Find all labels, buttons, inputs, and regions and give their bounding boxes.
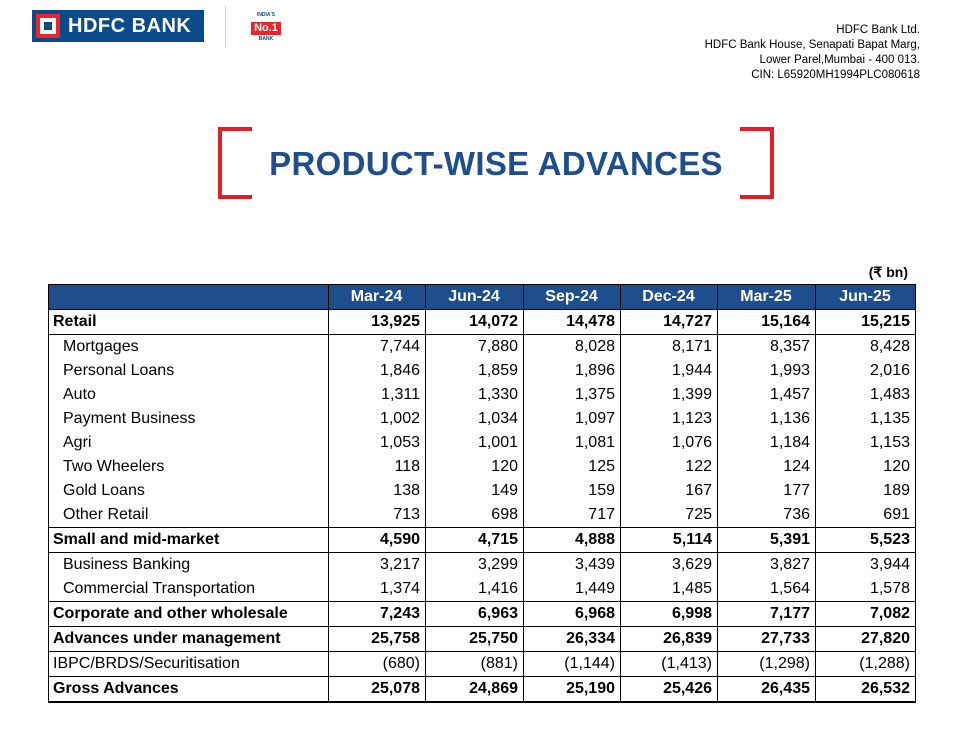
table-row: [49, 627, 916, 652]
value-cell: 25,426: [621, 677, 718, 703]
value-cell: 15,215: [816, 310, 916, 335]
row-label: Agri: [49, 431, 329, 455]
value-cell: 149: [426, 479, 524, 503]
value-cell: 5,391: [718, 528, 816, 553]
value-cell: 1,375: [524, 383, 621, 407]
value-cell: 7,880: [426, 335, 524, 360]
value-cell: 1,846: [329, 359, 426, 383]
value-cell: 1,135: [816, 407, 916, 431]
table-header-row: [49, 285, 916, 310]
row-label: Mortgages: [49, 335, 329, 360]
logo-text: HDFC BANK: [68, 14, 192, 37]
value-cell: 118: [329, 455, 426, 479]
row-label: Corporate and other wholesale: [49, 602, 329, 627]
value-cell: 1,449: [524, 577, 621, 602]
value-cell: 725: [621, 503, 718, 528]
value-cell: 124: [718, 455, 816, 479]
column-header: Dec-24: [621, 285, 718, 310]
table-row: [49, 310, 916, 335]
hdfc-logo-mark-icon: [36, 14, 60, 38]
row-label: Gold Loans: [49, 479, 329, 503]
value-cell: 7,243: [329, 602, 426, 627]
column-header: Sep-24: [524, 285, 621, 310]
value-cell: 7,177: [718, 602, 816, 627]
row-label: Other Retail: [49, 503, 329, 528]
value-cell: 120: [816, 455, 916, 479]
value-cell: 1,184: [718, 431, 816, 455]
value-cell: 26,839: [621, 627, 718, 652]
table-row: [49, 577, 916, 602]
column-header: Mar-24: [329, 285, 426, 310]
value-cell: 189: [816, 479, 916, 503]
value-cell: 25,758: [329, 627, 426, 652]
value-cell: 1,153: [816, 431, 916, 455]
value-cell: 3,629: [621, 553, 718, 578]
value-cell: 1,993: [718, 359, 816, 383]
table-row: [49, 407, 916, 431]
address-line: HDFC Bank House, Senapati Bapat Marg,: [704, 39, 920, 51]
value-cell: 1,123: [621, 407, 718, 431]
value-cell: 8,028: [524, 335, 621, 360]
value-cell: 5,114: [621, 528, 718, 553]
row-label: Auto: [49, 383, 329, 407]
column-header: Jun-25: [816, 285, 916, 310]
table-row: [49, 479, 916, 503]
value-cell: 26,532: [816, 677, 916, 703]
value-cell: 1,081: [524, 431, 621, 455]
table-row: [49, 528, 916, 553]
value-cell: 1,483: [816, 383, 916, 407]
row-label: Two Wheelers: [49, 455, 329, 479]
row-label: Commercial Transportation: [49, 577, 329, 602]
value-cell: 15,164: [718, 310, 816, 335]
value-cell: (1,144): [524, 652, 621, 677]
row-label: Payment Business: [49, 407, 329, 431]
badge-bottom-text: BANK: [258, 36, 274, 42]
value-cell: 8,428: [816, 335, 916, 360]
value-cell: 125: [524, 455, 621, 479]
header-corner-cell: [49, 285, 329, 310]
value-cell: 1,578: [816, 577, 916, 602]
table-row: [49, 431, 916, 455]
table-row: [49, 383, 916, 407]
value-cell: 7,744: [329, 335, 426, 360]
value-cell: 691: [816, 503, 916, 528]
value-cell: 26,334: [524, 627, 621, 652]
value-cell: 6,963: [426, 602, 524, 627]
value-cell: 698: [426, 503, 524, 528]
row-label: IBPC/BRDS/Securitisation: [49, 652, 329, 677]
value-cell: 1,399: [621, 383, 718, 407]
value-cell: 26,435: [718, 677, 816, 703]
value-cell: 1,097: [524, 407, 621, 431]
value-cell: 1,374: [329, 577, 426, 602]
value-cell: 1,564: [718, 577, 816, 602]
value-cell: 1,034: [426, 407, 524, 431]
value-cell: 3,944: [816, 553, 916, 578]
value-cell: 5,523: [816, 528, 916, 553]
value-cell: 8,171: [621, 335, 718, 360]
value-cell: 27,820: [816, 627, 916, 652]
value-cell: 736: [718, 503, 816, 528]
address-line: Lower Parel,Mumbai - 400 013.: [759, 54, 920, 66]
address-line: HDFC Bank Ltd.: [836, 24, 920, 36]
value-cell: 14,727: [621, 310, 718, 335]
value-cell: 1,002: [329, 407, 426, 431]
right-bracket-decoration: [740, 127, 774, 199]
value-cell: 8,357: [718, 335, 816, 360]
value-cell: (680): [329, 652, 426, 677]
value-cell: 14,072: [426, 310, 524, 335]
table-row: [49, 602, 916, 627]
value-cell: 24,869: [426, 677, 524, 703]
table-row: [49, 677, 916, 703]
value-cell: 25,190: [524, 677, 621, 703]
company-address: [705, 23, 920, 83]
value-cell: 1,001: [426, 431, 524, 455]
table-row: [49, 335, 916, 360]
value-cell: 4,715: [426, 528, 524, 553]
value-cell: 6,968: [524, 602, 621, 627]
value-cell: 713: [329, 503, 426, 528]
column-header: Mar-25: [718, 285, 816, 310]
value-cell: 1,485: [621, 577, 718, 602]
value-cell: 3,827: [718, 553, 816, 578]
value-cell: 1,859: [426, 359, 524, 383]
value-cell: (1,413): [621, 652, 718, 677]
value-cell: 1,076: [621, 431, 718, 455]
table-row: [49, 553, 916, 578]
units-label: (₹ bn): [868, 264, 908, 280]
page-title: PRODUCT-WISE ADVANCES: [269, 145, 723, 182]
value-cell: 717: [524, 503, 621, 528]
hdfc-bank-logo: [32, 10, 204, 42]
value-cell: 1,311: [329, 383, 426, 407]
value-cell: 25,078: [329, 677, 426, 703]
row-label: Advances under management: [49, 627, 329, 652]
value-cell: 2,016: [816, 359, 916, 383]
value-cell: 4,590: [329, 528, 426, 553]
column-header: Jun-24: [426, 285, 524, 310]
row-label: Retail: [49, 310, 329, 335]
no1-bank-badge: [248, 12, 284, 44]
value-cell: (1,288): [816, 652, 916, 677]
value-cell: 3,299: [426, 553, 524, 578]
value-cell: 1,944: [621, 359, 718, 383]
value-cell: 6,998: [621, 602, 718, 627]
value-cell: 1,457: [718, 383, 816, 407]
table-row: [49, 652, 916, 677]
table-row: [49, 359, 916, 383]
value-cell: 7,082: [816, 602, 916, 627]
value-cell: 3,217: [329, 553, 426, 578]
badge-main-text: No.1: [251, 22, 281, 35]
value-cell: 1,896: [524, 359, 621, 383]
value-cell: 120: [426, 455, 524, 479]
row-label: Small and mid-market: [49, 528, 329, 553]
table-row: [49, 503, 916, 528]
row-label: Personal Loans: [49, 359, 329, 383]
value-cell: (881): [426, 652, 524, 677]
value-cell: 159: [524, 479, 621, 503]
header-divider: [225, 6, 226, 48]
value-cell: 167: [621, 479, 718, 503]
title-block: [218, 127, 774, 201]
value-cell: 122: [621, 455, 718, 479]
value-cell: 27,733: [718, 627, 816, 652]
table-row: [49, 455, 916, 479]
advances-table: [48, 284, 916, 703]
table-body: [49, 310, 916, 703]
value-cell: 25,750: [426, 627, 524, 652]
value-cell: 1,136: [718, 407, 816, 431]
value-cell: 1,053: [329, 431, 426, 455]
value-cell: 138: [329, 479, 426, 503]
row-label: Business Banking: [49, 553, 329, 578]
badge-top-text: INDIA'S: [256, 12, 276, 18]
value-cell: 1,416: [426, 577, 524, 602]
value-cell: 1,330: [426, 383, 524, 407]
value-cell: 14,478: [524, 310, 621, 335]
address-line: CIN: L65920MH1994PLC080618: [751, 69, 920, 81]
value-cell: 177: [718, 479, 816, 503]
row-label: Gross Advances: [49, 677, 329, 703]
value-cell: 3,439: [524, 553, 621, 578]
value-cell: 4,888: [524, 528, 621, 553]
value-cell: 13,925: [329, 310, 426, 335]
value-cell: (1,298): [718, 652, 816, 677]
